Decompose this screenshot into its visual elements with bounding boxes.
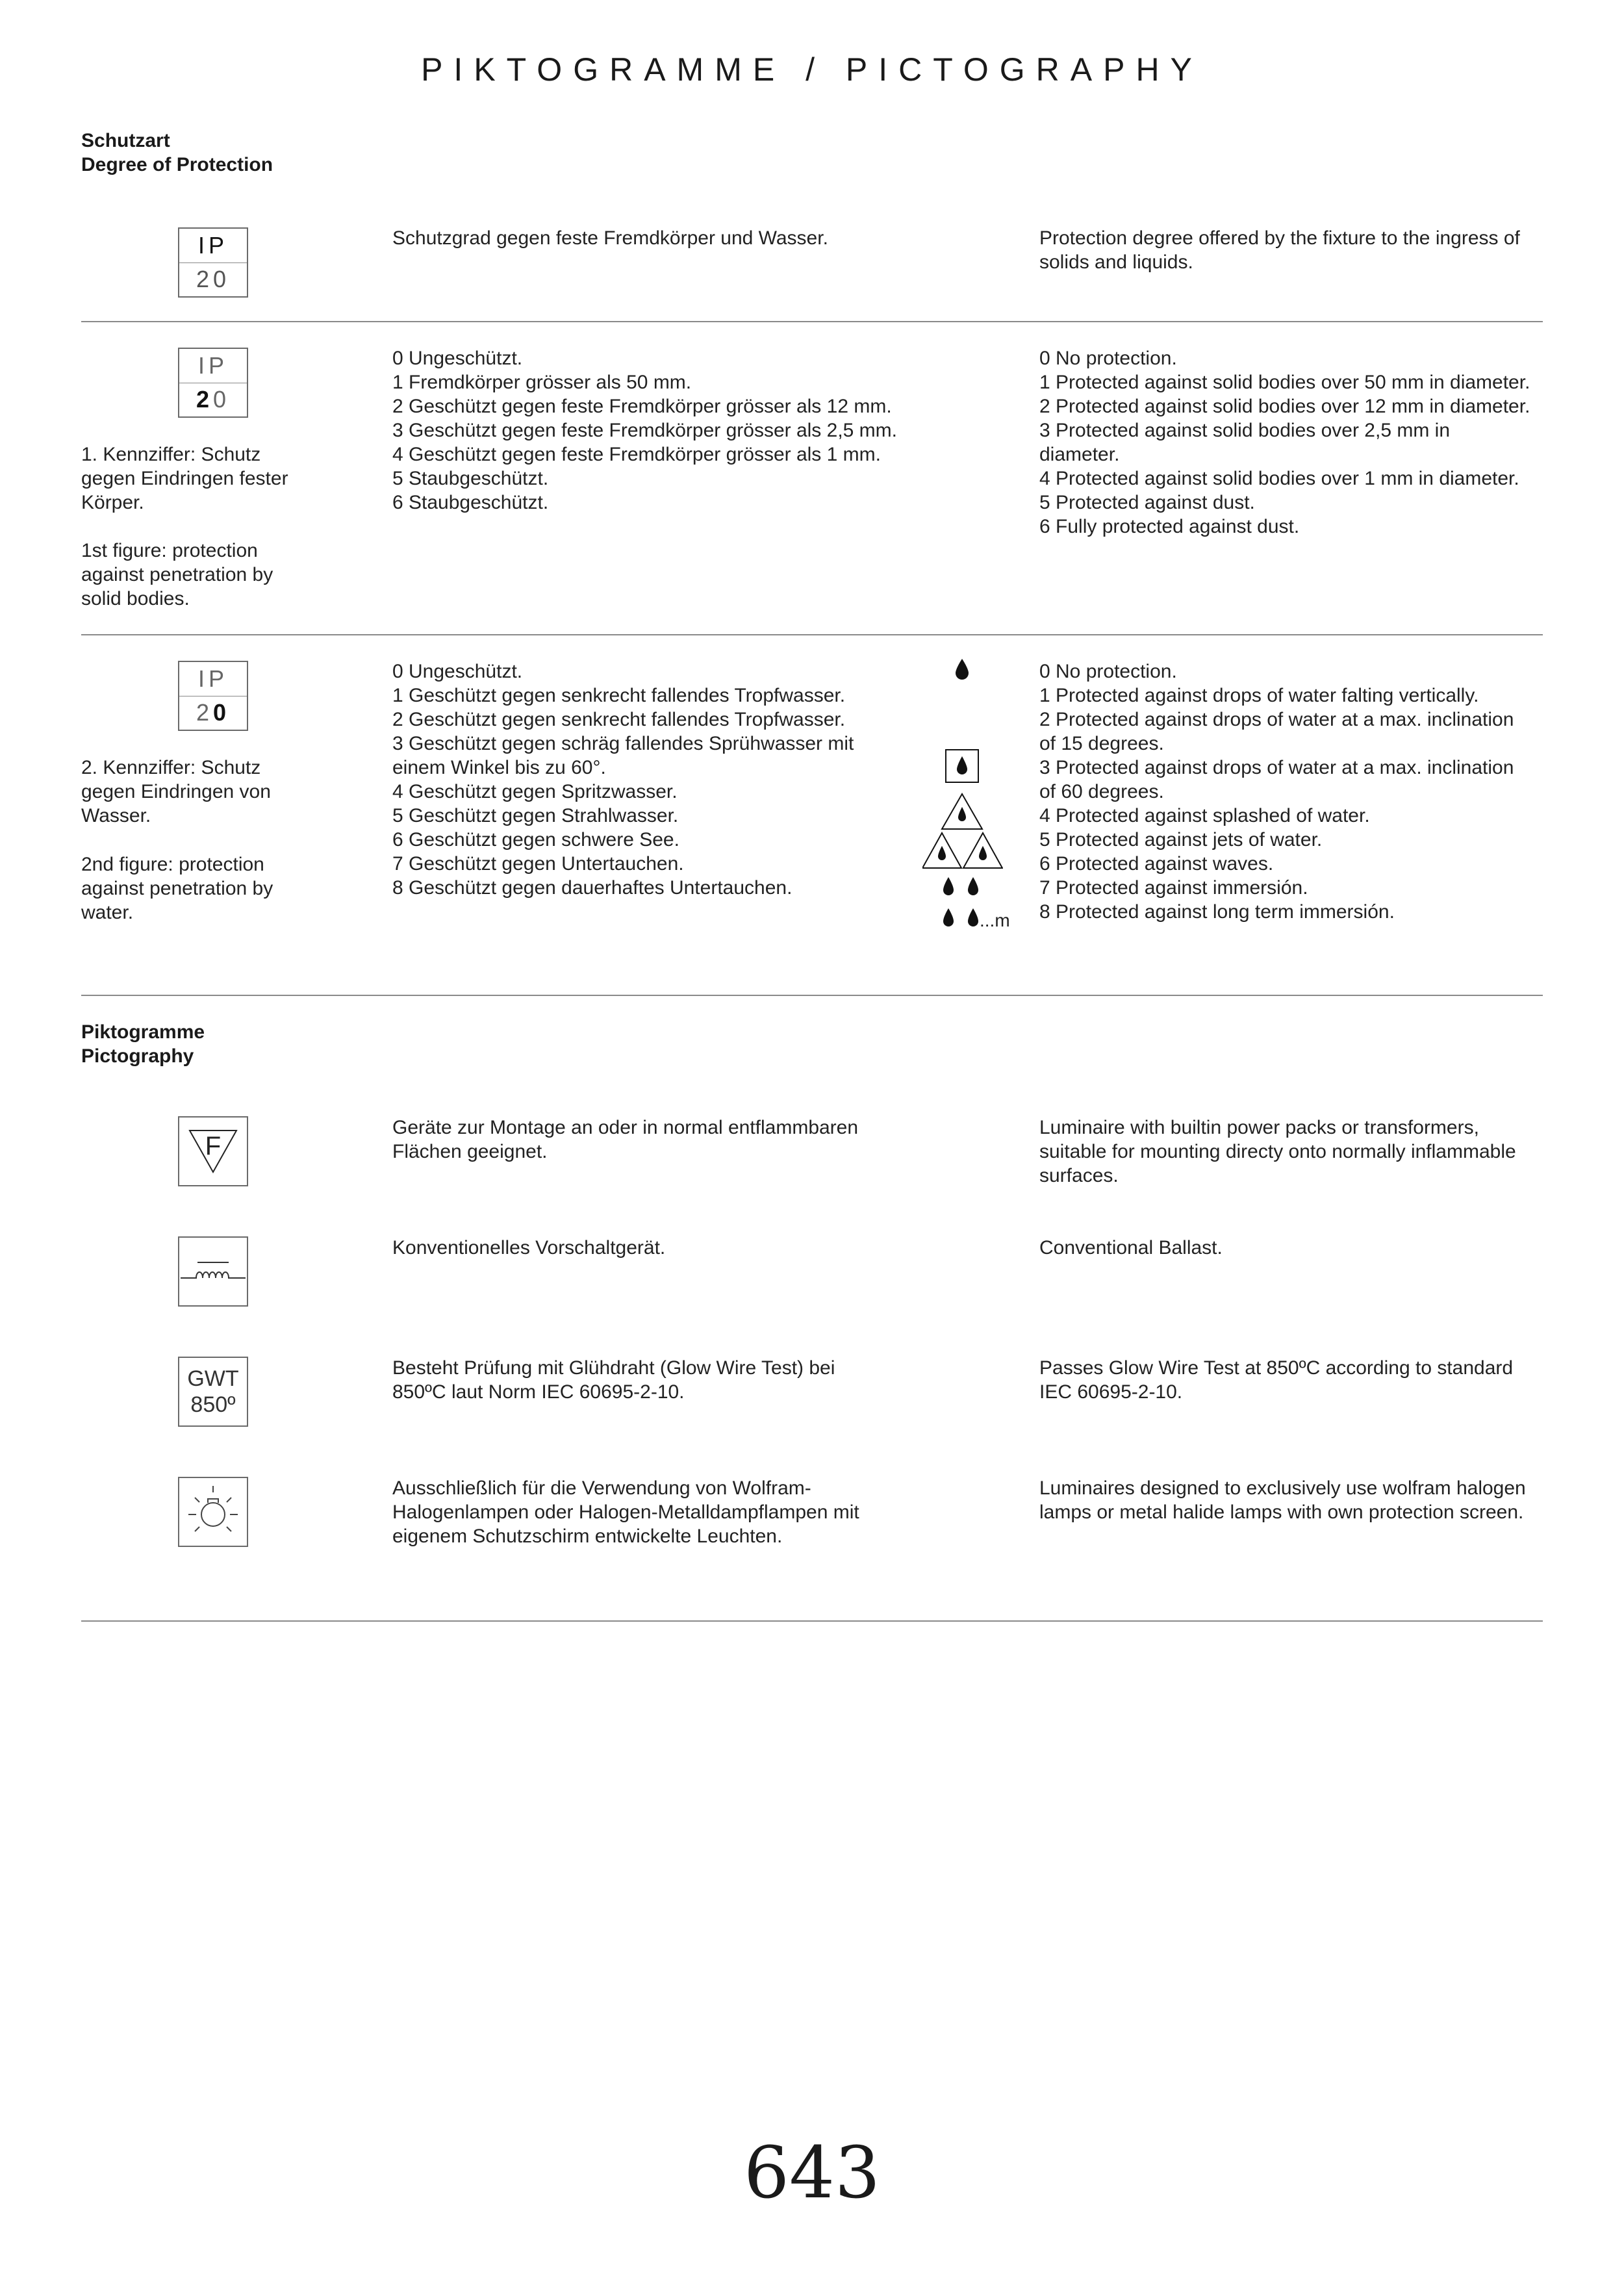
flammable-symbol: F xyxy=(205,1132,222,1160)
two-drops-icon xyxy=(941,876,983,898)
divider xyxy=(81,634,1543,635)
section-heading-protection xyxy=(81,129,273,177)
section-heading-de: Schutzart xyxy=(81,130,170,151)
conventional-ballast-icon xyxy=(178,1236,248,1307)
ip-intro-de: Schutzgrad gegen feste Fremdkörper und Wasser. xyxy=(392,227,828,249)
section-heading-en: Pictography xyxy=(81,1045,194,1067)
second-figure-side-de: 2. Kennziffer: Schutz gegen Eindringen von Wasser. xyxy=(81,757,271,826)
divider xyxy=(81,1620,1543,1622)
pictogram-desc-en: Passes Glow Wire Test at 850ºC according to standard IEC 60695-2-10. xyxy=(1039,1357,1514,1403)
water-protection-icons xyxy=(922,658,1020,930)
drop-icon xyxy=(954,658,971,681)
flammable-surface-f-icon xyxy=(178,1116,248,1186)
two-drops-depth-icon xyxy=(941,907,983,929)
second-figure-list-en: 0 No protection. 1 Protected against drops of water falting vertically. 2 Protected against drops of water at a max. inclination of 15 degrees. 3 Protected against drops of water at a max. inclination of 60 degrees. 4 Protected against splashed of water. 5 Protected against jets of water. 6 Protected against waves. 7 Protected against immersión. 8 Protected against long term immersión. xyxy=(1039,661,1514,923)
second-figure-side-en: 2nd figure: protection against penetration by water. xyxy=(81,854,273,923)
ip-label: IP xyxy=(179,349,247,383)
depth-suffix: ...m xyxy=(980,910,1010,930)
ip-label: IP xyxy=(179,662,247,696)
section-heading-pictography xyxy=(81,1020,205,1068)
pictogram-desc-de: Besteht Prüfung mit Glühdraht (Glow Wire Test) bei 850ºC laut Norm IEC 60695-2-10. xyxy=(392,1357,835,1403)
ip-value: 20 xyxy=(196,266,231,292)
ip-second-figure-icon xyxy=(178,661,248,731)
section-heading-de: Piktogramme xyxy=(81,1021,205,1043)
glow-wire-test-icon xyxy=(178,1357,248,1427)
second-figure-list-de: 0 Ungeschützt. 1 Geschützt gegen senkrecht fallendes Tropfwasser. 2 Geschützt gegen senkrecht fallendes Tropfwasser. 3 Geschützt gegen schräg fallendes Sprühwasser mit einem Winkel bis zu 60°. 4 Geschützt gegen Spritzwasser. 5 Geschützt gegen Strahlwasser. 6 Geschützt gegen schwere See. 7 Geschützt gegen Untertauchen. 8 Geschützt gegen dauerhaftes Untertauchen. xyxy=(392,661,854,899)
ip-digit: 0 xyxy=(213,386,231,413)
first-figure-side-en: 1st figure: protection against penetration by solid bodies. xyxy=(81,540,273,609)
gwt-temperature: 850º xyxy=(190,1392,236,1417)
ip-digit-highlight: 0 xyxy=(213,699,231,726)
drop-in-triangle-icon xyxy=(941,793,983,830)
pictogram-desc-en: Luminaire with builtin power packs or transformers, suitable for mounting directy onto normally inflammable surfaces. xyxy=(1039,1117,1516,1186)
ip-digit-highlight: 2 xyxy=(196,386,213,413)
divider xyxy=(81,995,1543,996)
two-drops-in-triangles-icon xyxy=(922,832,1003,869)
ip-digit: 2 xyxy=(196,699,213,726)
ip-rating-icon xyxy=(178,227,248,298)
ip-intro-en: Protection degree offered by the fixture to the ingress of solids and liquids. xyxy=(1039,227,1520,273)
pictogram-desc-de: Geräte zur Montage an oder in normal entflammbaren Flächen geeignet. xyxy=(392,1117,859,1162)
section-heading-en: Degree of Protection xyxy=(81,154,273,175)
drop-in-square-icon xyxy=(945,748,980,784)
page-number: 643 xyxy=(744,2131,880,2214)
pictogram-desc-en: Luminaires designed to exclusively use wolfram halogen lamps or metal halide lamps with own protection screen. xyxy=(1039,1477,1526,1523)
first-figure-list-en: 0 No protection. 1 Protected against solid bodies over 50 mm in diameter. 2 Protected against solid bodies over 12 mm in diameter. 3 Protected against solid bodies over 2,5 mm in diameter. 4 Protected against solid bodies over 1 mm in diameter. 5 Protected against dust. 6 Fully protected against dust. xyxy=(1039,348,1530,537)
first-figure-list-de: 0 Ungeschützt. 1 Fremdkörper grösser als 50 mm. 2 Geschützt gegen feste Fremdkörper grösser als 12 mm. 3 Geschützt gegen feste Fremdkörper grösser als 2,5 mm. 4 Geschützt gegen feste Fremdkörper grösser als 1 mm. 5 Staubgeschützt. 6 Staubgeschützt. xyxy=(392,348,897,513)
divider xyxy=(81,321,1543,322)
ip-label: IP xyxy=(179,229,247,263)
first-figure-side-de: 1. Kennziffer: Schutz gegen Eindringen fester Körper. xyxy=(81,444,288,513)
pictogram-desc-de: Konventionelles Vorschaltgerät. xyxy=(392,1237,666,1258)
pictogram-desc-de: Ausschließlich für die Verwendung von Wolfram- Halogenlampen oder Halogen-Metalldampflampen mit eigenem Schutzschirm entwickelte Leuchten. xyxy=(392,1477,859,1547)
protection-screen-lamp-icon xyxy=(178,1477,248,1547)
pictogram-desc-en: Conventional Ballast. xyxy=(1039,1237,1223,1258)
ip-first-figure-icon xyxy=(178,348,248,418)
gwt-label: GWT xyxy=(187,1366,239,1391)
page-title: PIKTOGRAMME / PICTOGRAPHY xyxy=(421,51,1203,88)
